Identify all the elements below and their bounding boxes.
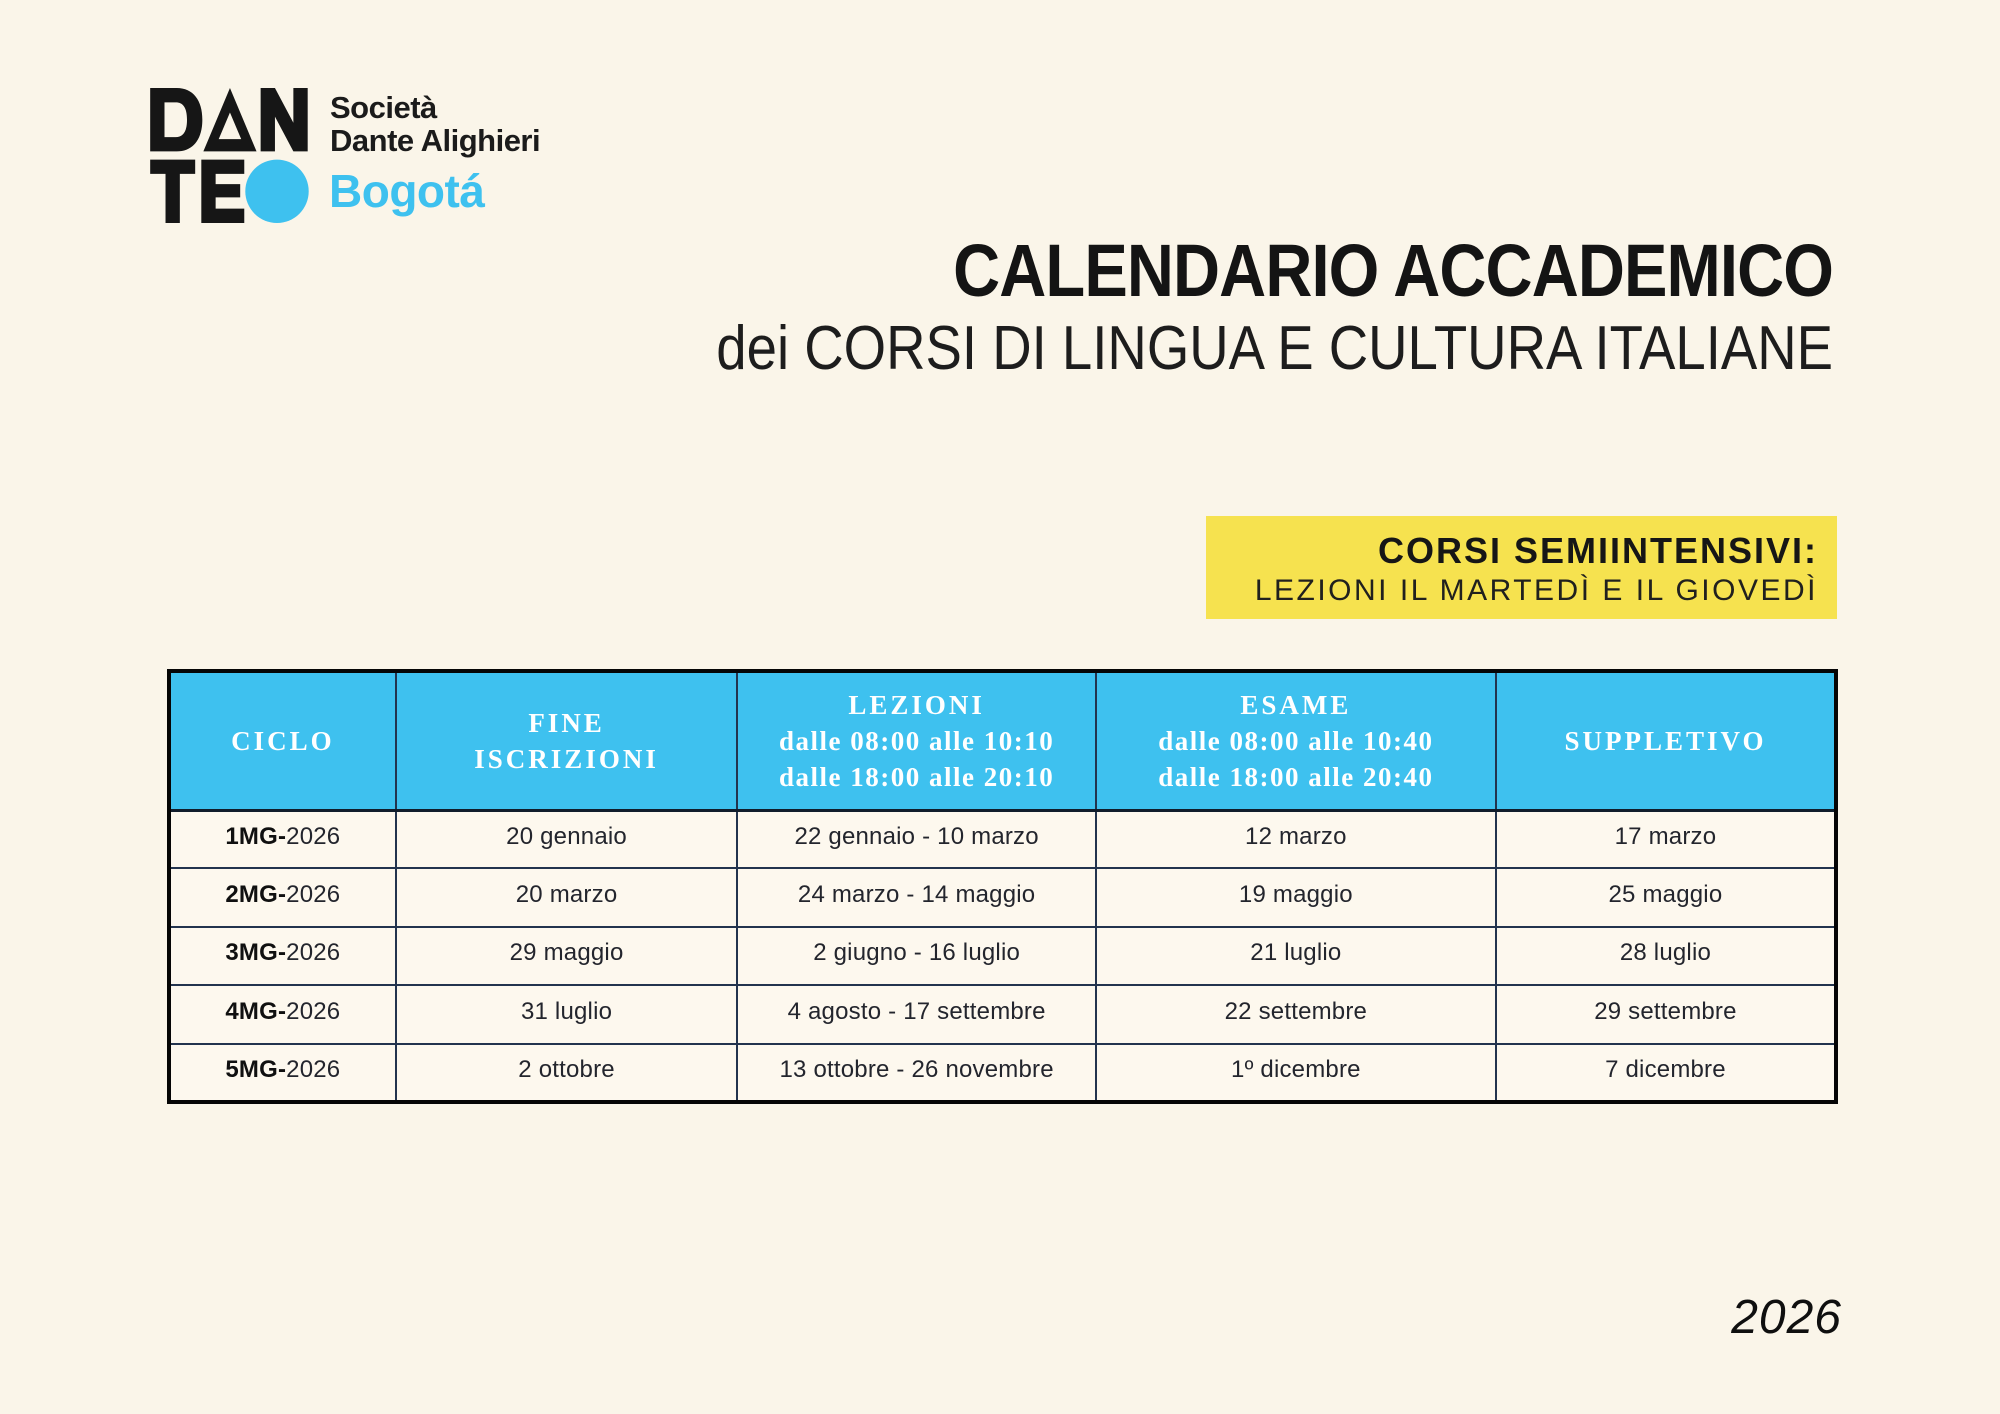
page-subtitle: dei CORSI DI LINGUA E CULTURA ITALIANE: [716, 313, 1833, 383]
lessons-cell: 13 ottobre - 26 novembre: [737, 1044, 1095, 1102]
table-row: [169, 985, 1836, 1043]
logo-city: Bogotá: [329, 165, 485, 217]
makeup-exam-cell: 25 maggio: [1496, 868, 1836, 926]
cycle-cell: 4MG-2026: [169, 985, 396, 1043]
makeup-exam-cell: 7 dicembre: [1496, 1044, 1836, 1102]
exam-cell: 12 marzo: [1096, 810, 1496, 868]
exam-cell: 21 luglio: [1096, 927, 1496, 985]
makeup-exam-cell: 29 settembre: [1496, 985, 1836, 1043]
dante-logo: [148, 88, 608, 223]
table-row: [169, 810, 1836, 868]
enrollment-deadline-cell: 29 maggio: [396, 927, 738, 985]
cycle-cell: 2MG-2026: [169, 868, 396, 926]
lessons-cell: 4 agosto - 17 settembre: [737, 985, 1095, 1043]
lessons-cell: 2 giugno - 16 luglio: [737, 927, 1095, 985]
logo-org-line1: Società: [330, 90, 437, 125]
exam-cell: 22 settembre: [1096, 985, 1496, 1043]
logo-org-line2: Dante Alighieri: [330, 122, 541, 158]
title-block: [564, 229, 1833, 383]
makeup-exam-cell: 17 marzo: [1496, 810, 1836, 868]
cycle-cell: 5MG-2026: [169, 1044, 396, 1102]
highlight-banner: [1206, 516, 1837, 619]
table-row: [169, 1044, 1836, 1102]
cycle-cell: 3MG-2026: [169, 927, 396, 985]
banner-lesson-days: LEZIONI IL MARTEDÌ E IL GIOVEDÌ: [1254, 574, 1818, 608]
column-header-suppletivo: SUPPLETIVO: [1496, 671, 1836, 810]
enrollment-deadline-cell: 20 gennaio: [396, 810, 738, 868]
column-header-fine-iscrizioni: FINE ISCRIZIONI: [396, 671, 738, 810]
logo-org-name: [330, 92, 540, 158]
header-row: [169, 671, 1836, 810]
logo-blue-dot: [245, 160, 308, 223]
enrollment-deadline-cell: 31 luglio: [396, 985, 738, 1043]
column-header-lezioni: LEZIONI dalle 08:00 alle 10:10 dalle 18:00 alle 20:10: [737, 671, 1095, 810]
lessons-cell: 22 gennaio - 10 marzo: [737, 810, 1095, 868]
page-title: CALENDARIO ACCADEMICO: [953, 229, 1833, 312]
cycle-cell: 1MG-2026: [169, 810, 396, 868]
table-row: [169, 927, 1836, 985]
banner-course-type: CORSI SEMIINTENSIVI:: [1377, 530, 1818, 571]
dante-logo-mark: [148, 88, 316, 223]
footer-year: 2026: [1731, 1291, 1842, 1344]
enrollment-deadline-cell: 20 marzo: [396, 868, 738, 926]
table-row: [169, 868, 1836, 926]
lessons-cell: 24 marzo - 14 maggio: [737, 868, 1095, 926]
column-header-esame: ESAME dalle 08:00 alle 10:40 dalle 18:00 alle 20:40: [1096, 671, 1496, 810]
calendar-table: [167, 669, 1838, 1104]
enrollment-deadline-cell: 2 ottobre: [396, 1044, 738, 1102]
column-header-ciclo: CICLO: [169, 671, 396, 810]
exam-cell: 1º dicembre: [1096, 1044, 1496, 1102]
makeup-exam-cell: 28 luglio: [1496, 927, 1836, 985]
exam-cell: 19 maggio: [1096, 868, 1496, 926]
